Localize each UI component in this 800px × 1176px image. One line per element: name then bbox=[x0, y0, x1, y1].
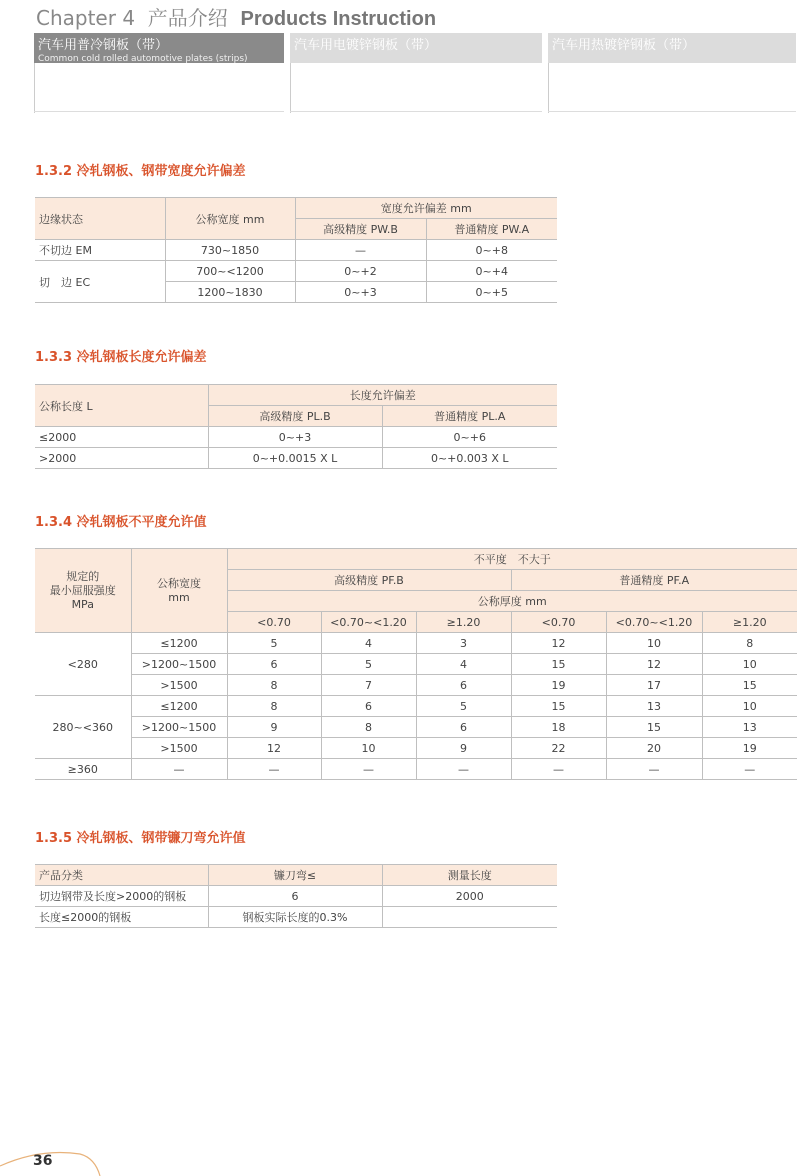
cell: 8 bbox=[702, 633, 797, 654]
cell: 0~+0.0015 X L bbox=[208, 448, 382, 469]
cell: 切边钢带及长度>2000的钢板 bbox=[35, 886, 208, 907]
header-camber: 镰刀弯≤ bbox=[208, 865, 382, 886]
cell: 730~1850 bbox=[165, 240, 295, 261]
cell: 10 bbox=[702, 696, 797, 717]
cell: >1200~1500 bbox=[131, 717, 227, 738]
header-category: 产品分类 bbox=[35, 865, 208, 886]
cell: 8 bbox=[227, 675, 321, 696]
table-row bbox=[35, 427, 557, 448]
product-tabs bbox=[34, 33, 796, 63]
header-high: 高级精度 PL.B bbox=[208, 406, 382, 427]
cell: 切 边 EC bbox=[35, 261, 165, 303]
chapter-title bbox=[36, 2, 436, 28]
cell: 5 bbox=[321, 654, 416, 675]
cell-group: ≥360 bbox=[35, 759, 131, 780]
tab-label: 汽车用热镀锌钢板（带） bbox=[552, 38, 696, 53]
cell: 15 bbox=[511, 696, 606, 717]
camber-table bbox=[35, 864, 557, 928]
header-tolerance: 宽度允许偏差 mm bbox=[295, 198, 557, 219]
cell: 12 bbox=[511, 633, 606, 654]
table-row bbox=[35, 759, 797, 780]
header-width-line: 公称宽度 bbox=[157, 576, 201, 590]
cell: 20 bbox=[606, 738, 702, 759]
divider bbox=[548, 111, 796, 112]
flatness-table bbox=[35, 548, 797, 780]
cell: 6 bbox=[227, 654, 321, 675]
cell bbox=[382, 907, 557, 928]
cell: 不切边 EM bbox=[35, 240, 165, 261]
cell: 15 bbox=[511, 654, 606, 675]
cell: >2000 bbox=[35, 448, 208, 469]
cell: 5 bbox=[227, 633, 321, 654]
cell: 1200~1830 bbox=[165, 282, 295, 303]
cell: >1500 bbox=[131, 675, 227, 696]
divider bbox=[34, 63, 35, 113]
header-t2: <0.70~<1.20 bbox=[606, 612, 702, 633]
cell: 12 bbox=[227, 738, 321, 759]
cell: — bbox=[131, 759, 227, 780]
cell: 13 bbox=[606, 696, 702, 717]
header-width: 公称宽度 mm bbox=[165, 198, 295, 240]
width-tolerance-table bbox=[35, 197, 557, 303]
cell: 13 bbox=[702, 717, 797, 738]
header-strength bbox=[35, 549, 131, 633]
tab-label: 汽车用电镀锌钢板（带） bbox=[294, 38, 438, 53]
cell: 5 bbox=[416, 696, 511, 717]
cell: 15 bbox=[702, 675, 797, 696]
cell: 6 bbox=[416, 717, 511, 738]
divider bbox=[548, 63, 549, 113]
table-row bbox=[35, 448, 557, 469]
table-row bbox=[35, 675, 797, 696]
tab-hot-dip-galvanized[interactable] bbox=[548, 33, 796, 63]
header-t1: <0.70 bbox=[227, 612, 321, 633]
cell: 17 bbox=[606, 675, 702, 696]
header-length: 公称长度 L bbox=[35, 385, 208, 427]
cell: — bbox=[295, 240, 426, 261]
header-high: 高级精度 PW.B bbox=[295, 219, 426, 240]
header-strength-line: 规定的 bbox=[66, 569, 100, 583]
cell: 9 bbox=[227, 717, 321, 738]
table-row bbox=[35, 240, 557, 261]
header-width-line: mm bbox=[168, 590, 190, 604]
table-row bbox=[35, 717, 797, 738]
divider bbox=[34, 111, 284, 112]
chapter-en: Products Instruction bbox=[240, 8, 437, 30]
cell: 8 bbox=[321, 717, 416, 738]
header-normal: 普通精度 PL.A bbox=[382, 406, 557, 427]
cell: 钢板实际长度的0.3% bbox=[208, 907, 382, 928]
tab-sub: Common cold rolled automotive plates (strips) bbox=[38, 54, 248, 63]
header-t3: ≥1.20 bbox=[702, 612, 797, 633]
cell: 12 bbox=[606, 654, 702, 675]
cell: >1500 bbox=[131, 738, 227, 759]
cell: 22 bbox=[511, 738, 606, 759]
table-row bbox=[35, 654, 797, 675]
cell: 19 bbox=[511, 675, 606, 696]
divider bbox=[290, 111, 542, 112]
cell: 4 bbox=[416, 654, 511, 675]
cell: — bbox=[416, 759, 511, 780]
divider bbox=[290, 63, 291, 113]
table-row bbox=[35, 738, 797, 759]
header-tolerance: 长度允许偏差 bbox=[208, 385, 557, 406]
cell: 18 bbox=[511, 717, 606, 738]
cell: 10 bbox=[321, 738, 416, 759]
section-title-width-tolerance: 1.3.2 冷轧钢板、钢带宽度允许偏差 bbox=[35, 164, 246, 179]
cell: 长度≤2000的钢板 bbox=[35, 907, 208, 928]
cell: 0~+0.003 X L bbox=[382, 448, 557, 469]
cell: ≤2000 bbox=[35, 427, 208, 448]
page-number: 36 bbox=[33, 1153, 53, 1169]
chapter-label: Chapter 4 bbox=[36, 6, 136, 30]
header-normal: 普通精度 PF.A bbox=[511, 570, 797, 591]
header-measure-length: 测量长度 bbox=[382, 865, 557, 886]
table-row bbox=[35, 886, 557, 907]
cell: 6 bbox=[208, 886, 382, 907]
tab-label: 汽车用普冷钢板（带） bbox=[38, 38, 169, 53]
cell: 0~+3 bbox=[208, 427, 382, 448]
section-title-length-tolerance: 1.3.3 冷轧钢板长度允许偏差 bbox=[35, 350, 207, 365]
cell: — bbox=[511, 759, 606, 780]
cell: 0~+3 bbox=[295, 282, 426, 303]
header-t3: ≥1.20 bbox=[416, 612, 511, 633]
tab-cold-rolled[interactable] bbox=[34, 33, 284, 63]
header-normal: 普通精度 PW.A bbox=[426, 219, 557, 240]
tab-electro-galvanized[interactable] bbox=[290, 33, 542, 63]
cell-group: <280 bbox=[35, 633, 131, 696]
section-title-camber: 1.3.5 冷轧钢板、钢带镰刀弯允许值 bbox=[35, 831, 246, 846]
cell: 3 bbox=[416, 633, 511, 654]
cell: ≤1200 bbox=[131, 633, 227, 654]
cell: 10 bbox=[606, 633, 702, 654]
header-flatness: 不平度 不大于 bbox=[227, 549, 797, 570]
section-title-flatness: 1.3.4 冷轧钢板不平度允许值 bbox=[35, 515, 207, 530]
cell: 15 bbox=[606, 717, 702, 738]
page-corner-curve bbox=[0, 1140, 120, 1176]
cell: 0~+4 bbox=[426, 261, 557, 282]
cell: 10 bbox=[702, 654, 797, 675]
cell: — bbox=[606, 759, 702, 780]
header-strength-line: 最小屈服强度 bbox=[49, 583, 116, 597]
table-row bbox=[35, 633, 797, 654]
table-row bbox=[35, 261, 557, 282]
cell: 7 bbox=[321, 675, 416, 696]
header-edge: 边缘状态 bbox=[35, 198, 165, 240]
cell: 2000 bbox=[382, 886, 557, 907]
cell: — bbox=[321, 759, 416, 780]
cell: 0~+8 bbox=[426, 240, 557, 261]
length-tolerance-table bbox=[35, 384, 557, 469]
cell: 0~+2 bbox=[295, 261, 426, 282]
cell: 9 bbox=[416, 738, 511, 759]
chapter-cn: 产品介绍 bbox=[147, 8, 228, 30]
table-row bbox=[35, 696, 797, 717]
table-row bbox=[35, 907, 557, 928]
cell: ≤1200 bbox=[131, 696, 227, 717]
header-t1: <0.70 bbox=[511, 612, 606, 633]
header-strength-line: MPa bbox=[71, 597, 94, 611]
cell: — bbox=[227, 759, 321, 780]
cell: 19 bbox=[702, 738, 797, 759]
cell: 700~<1200 bbox=[165, 261, 295, 282]
cell: 0~+6 bbox=[382, 427, 557, 448]
cell-group: 280~<360 bbox=[35, 696, 131, 759]
header-thickness: 公称厚度 mm bbox=[227, 591, 797, 612]
header-width bbox=[131, 549, 227, 633]
cell: 6 bbox=[321, 696, 416, 717]
cell: — bbox=[702, 759, 797, 780]
cell: 8 bbox=[227, 696, 321, 717]
cell: >1200~1500 bbox=[131, 654, 227, 675]
cell: 4 bbox=[321, 633, 416, 654]
cell: 6 bbox=[416, 675, 511, 696]
header-high: 高级精度 PF.B bbox=[227, 570, 511, 591]
header-t2: <0.70~<1.20 bbox=[321, 612, 416, 633]
cell: 0~+5 bbox=[426, 282, 557, 303]
